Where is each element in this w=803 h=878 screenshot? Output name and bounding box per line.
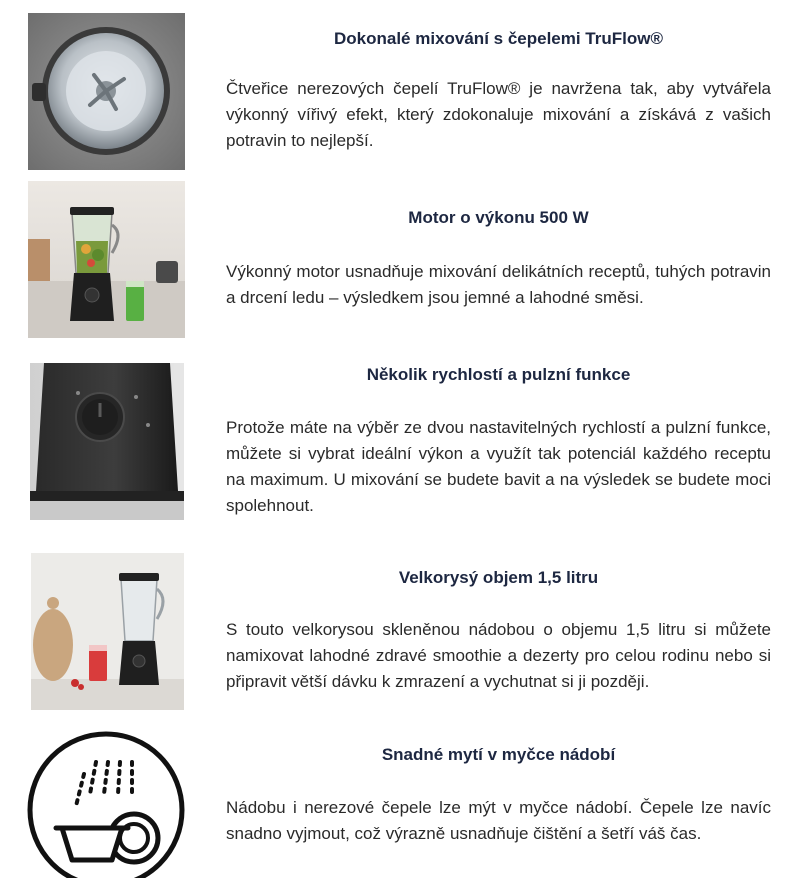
feature-title: Dokonalé mixování s čepelemi TruFlow® <box>333 29 663 48</box>
feature-description: Výkonný motor usnadňuje mixování delikátních receptů, tuhých potravin a drcení ledu – výsledkem jsou jemné a lahodné směsi. <box>226 262 771 307</box>
dishwasher-safe-icon <box>26 730 186 878</box>
blender-blades-topview-image <box>28 13 185 170</box>
feature-description: Čtveřice nerezových čepelí TruFlow® je navržena tak, aby vytvářela výkonný vířivý efekt, který zdokonaluje mixování a získává z vašich potravin to nejlepší. <box>226 79 771 150</box>
feature-title: Několik rychlostí a pulzní funkce <box>366 365 631 384</box>
feature-title: Snadné mytí v myčce nádobí <box>381 745 616 764</box>
feature-description: Protože máte na výběr ze dvou nastavitelných rychlostí a pulzní funkce, můžete si vybrat ideální výkon a využít tak potenciál každého receptu na maximum. U mixování se budete bavit a na výsledek se budete moci spolehnout. <box>226 418 771 515</box>
feature-title: Velkorysý objem 1,5 litru <box>398 568 599 587</box>
feature-description: Nádobu i nerezové čepele lze mýt v myčce nádobí. Čepele lze navíc snadno vyjmout, což výrazně usnadňuje čištění a šetří váš čas. <box>226 798 771 843</box>
blender-glass-jar-image <box>31 553 184 710</box>
feature-title: Motor o výkonu 500 W <box>408 208 589 227</box>
blender-with-smoothie-image <box>28 181 185 338</box>
blender-speed-dial-image <box>30 363 184 520</box>
feature-description: S touto velkorysou skleněnou nádobou o objemu 1,5 litru si můžete namixovat lahodné zdravé smoothie a dezerty pro celou rodinu nebo si připravit větší dávku k zmrazení a vychutnat si ji později. <box>226 620 771 691</box>
